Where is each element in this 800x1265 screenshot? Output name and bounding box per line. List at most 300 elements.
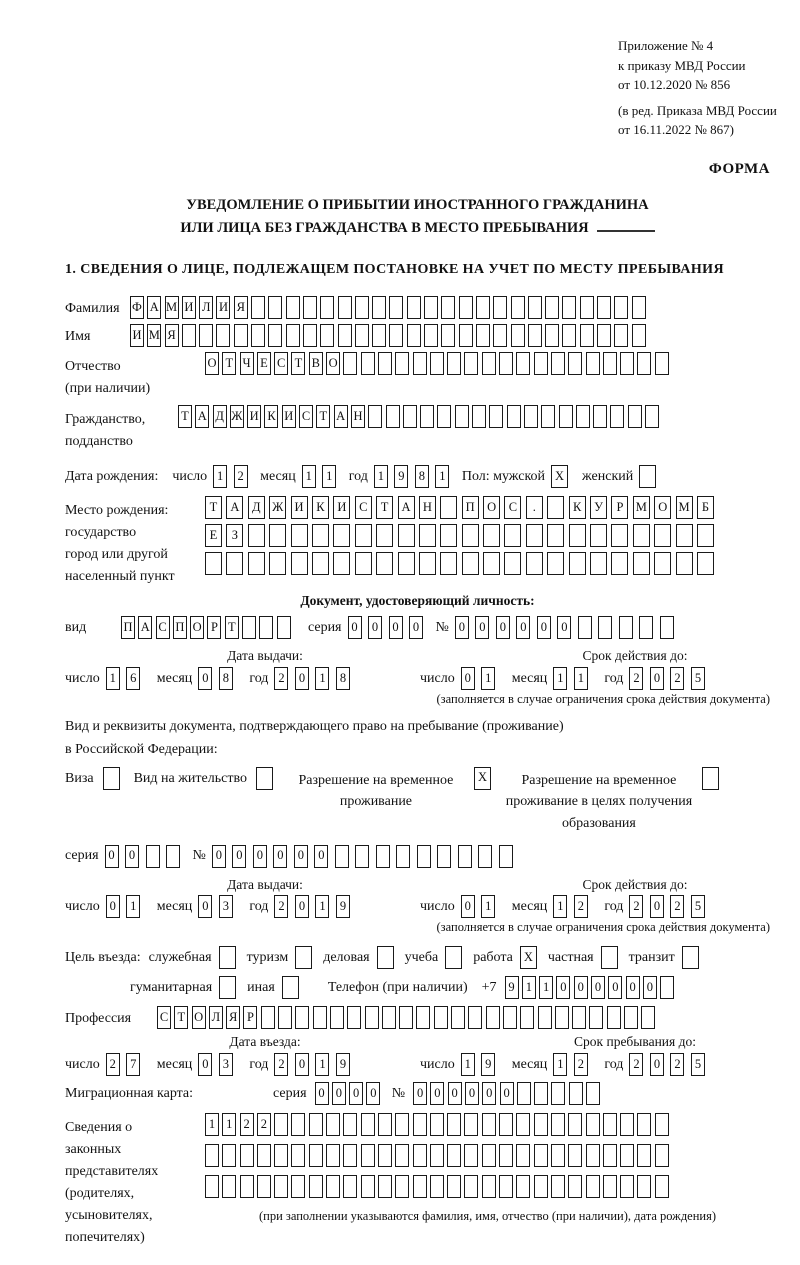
form-cell[interactable]: [655, 352, 669, 375]
form-cell[interactable]: О: [483, 496, 500, 519]
form-cell[interactable]: [355, 524, 372, 547]
form-cell[interactable]: [382, 1006, 396, 1029]
business-checkbox[interactable]: [219, 946, 236, 969]
form-cell[interactable]: У: [590, 496, 607, 519]
form-cell[interactable]: [355, 845, 369, 868]
form-cell[interactable]: [333, 524, 350, 547]
form-cell[interactable]: [368, 405, 382, 428]
form-cell[interactable]: [386, 405, 400, 428]
form-cell[interactable]: С: [504, 496, 521, 519]
form-cell[interactable]: [586, 1113, 600, 1136]
form-cell[interactable]: С: [299, 405, 313, 428]
form-cell[interactable]: [458, 845, 472, 868]
form-cell[interactable]: [586, 352, 600, 375]
form-cell[interactable]: [205, 1144, 219, 1167]
form-cell[interactable]: 2: [574, 895, 588, 918]
work-checkbox[interactable]: X: [520, 946, 537, 969]
form-cell[interactable]: [482, 1175, 496, 1198]
form-cell[interactable]: Ф: [130, 296, 144, 319]
form-cell[interactable]: И: [282, 405, 296, 428]
form-cell[interactable]: [568, 1113, 582, 1136]
form-cell[interactable]: [633, 552, 650, 575]
form-cell[interactable]: Л: [209, 1006, 223, 1029]
form-cell[interactable]: [697, 524, 714, 547]
form-cell[interactable]: [499, 1175, 513, 1198]
form-cell[interactable]: [309, 1175, 323, 1198]
form-cell[interactable]: [355, 296, 369, 319]
form-cell[interactable]: Я: [234, 296, 248, 319]
form-cell[interactable]: А: [398, 496, 415, 519]
form-cell[interactable]: С: [355, 496, 372, 519]
form-cell[interactable]: Т: [376, 496, 393, 519]
form-cell[interactable]: [326, 1175, 340, 1198]
form-cell[interactable]: [569, 524, 586, 547]
form-cell[interactable]: [376, 845, 390, 868]
form-cell[interactable]: [343, 1175, 357, 1198]
form-cell[interactable]: [534, 352, 548, 375]
form-cell[interactable]: 1: [481, 667, 495, 690]
form-cell[interactable]: [295, 1006, 309, 1029]
form-cell[interactable]: [526, 552, 543, 575]
form-cell[interactable]: [417, 845, 431, 868]
commercial-checkbox[interactable]: [377, 946, 394, 969]
form-cell[interactable]: 0: [482, 1082, 496, 1105]
form-cell[interactable]: 0: [315, 1082, 329, 1105]
form-cell[interactable]: 1: [222, 1113, 236, 1136]
form-cell[interactable]: [476, 324, 490, 347]
form-cell[interactable]: [578, 616, 592, 639]
form-cell[interactable]: [568, 352, 582, 375]
form-cell[interactable]: [472, 405, 486, 428]
form-cell[interactable]: [355, 552, 372, 575]
study-checkbox[interactable]: [445, 946, 462, 969]
form-cell[interactable]: [493, 324, 507, 347]
form-cell[interactable]: [628, 405, 642, 428]
form-cell[interactable]: Т: [222, 352, 236, 375]
form-cell[interactable]: [338, 296, 352, 319]
form-cell[interactable]: 0: [409, 616, 423, 639]
form-cell[interactable]: [603, 352, 617, 375]
form-cell[interactable]: 1: [106, 667, 120, 690]
form-cell[interactable]: Ч: [240, 352, 254, 375]
form-cell[interactable]: [593, 405, 607, 428]
form-cell[interactable]: [338, 324, 352, 347]
form-cell[interactable]: 1: [315, 1053, 329, 1076]
form-cell[interactable]: М: [147, 324, 161, 347]
form-cell[interactable]: [568, 1144, 582, 1167]
form-cell[interactable]: [462, 552, 479, 575]
form-cell[interactable]: [240, 1144, 254, 1167]
form-cell[interactable]: [251, 296, 265, 319]
form-cell[interactable]: [555, 1006, 569, 1029]
form-cell[interactable]: [333, 552, 350, 575]
form-cell[interactable]: 0: [557, 616, 571, 639]
form-cell[interactable]: 0: [273, 845, 287, 868]
form-cell[interactable]: [676, 552, 693, 575]
form-cell[interactable]: [482, 1113, 496, 1136]
form-cell[interactable]: [610, 405, 624, 428]
form-cell[interactable]: [551, 1082, 565, 1105]
form-cell[interactable]: А: [147, 296, 161, 319]
form-cell[interactable]: [547, 552, 564, 575]
form-cell[interactable]: 8: [219, 667, 233, 690]
form-cell[interactable]: [320, 296, 334, 319]
form-cell[interactable]: [378, 1113, 392, 1136]
form-cell[interactable]: 2: [274, 1053, 288, 1076]
form-cell[interactable]: [355, 324, 369, 347]
form-cell[interactable]: 5: [691, 667, 705, 690]
form-cell[interactable]: [511, 324, 525, 347]
form-cell[interactable]: [569, 1082, 583, 1105]
form-cell[interactable]: 0: [475, 616, 489, 639]
form-cell[interactable]: 1: [374, 465, 388, 488]
form-cell[interactable]: С: [157, 1006, 171, 1029]
form-cell[interactable]: [476, 296, 490, 319]
temp-residence-edu-checkbox[interactable]: [702, 767, 719, 790]
form-cell[interactable]: А: [138, 616, 152, 639]
form-cell[interactable]: [440, 524, 457, 547]
form-cell[interactable]: [413, 1144, 427, 1167]
form-cell[interactable]: [268, 324, 282, 347]
form-cell[interactable]: 1: [481, 895, 495, 918]
form-cell[interactable]: 0: [368, 616, 382, 639]
form-cell[interactable]: [437, 845, 451, 868]
form-cell[interactable]: [378, 1144, 392, 1167]
form-cell[interactable]: 0: [537, 616, 551, 639]
form-cell[interactable]: [430, 1113, 444, 1136]
form-cell[interactable]: [274, 1144, 288, 1167]
form-cell[interactable]: И: [333, 496, 350, 519]
form-cell[interactable]: 0: [232, 845, 246, 868]
form-cell[interactable]: [586, 1175, 600, 1198]
other-checkbox[interactable]: [282, 976, 299, 999]
form-cell[interactable]: [451, 1006, 465, 1029]
form-cell[interactable]: [303, 324, 317, 347]
form-cell[interactable]: 2: [629, 667, 643, 690]
form-cell[interactable]: [312, 524, 329, 547]
form-cell[interactable]: [493, 296, 507, 319]
form-cell[interactable]: [430, 352, 444, 375]
form-cell[interactable]: П: [462, 496, 479, 519]
form-cell[interactable]: [378, 1175, 392, 1198]
form-cell[interactable]: [499, 1113, 513, 1136]
form-cell[interactable]: [511, 296, 525, 319]
form-cell[interactable]: [489, 405, 503, 428]
form-cell[interactable]: [562, 296, 576, 319]
form-cell[interactable]: [291, 1144, 305, 1167]
form-cell[interactable]: [234, 324, 248, 347]
form-cell[interactable]: [464, 1113, 478, 1136]
form-cell[interactable]: О: [326, 352, 340, 375]
form-cell[interactable]: [248, 552, 265, 575]
form-cell[interactable]: 0: [212, 845, 226, 868]
form-cell[interactable]: [416, 1006, 430, 1029]
form-cell[interactable]: 0: [650, 1053, 664, 1076]
form-cell[interactable]: [545, 324, 559, 347]
form-cell[interactable]: 2: [670, 1053, 684, 1076]
form-cell[interactable]: 0: [295, 895, 309, 918]
form-cell[interactable]: [464, 1144, 478, 1167]
form-cell[interactable]: [361, 352, 375, 375]
form-cell[interactable]: [517, 1082, 531, 1105]
form-cell[interactable]: [182, 324, 196, 347]
form-cell[interactable]: 0: [348, 616, 362, 639]
form-cell[interactable]: [199, 324, 213, 347]
form-cell[interactable]: [291, 524, 308, 547]
form-cell[interactable]: [545, 296, 559, 319]
form-cell[interactable]: [607, 1006, 621, 1029]
form-cell[interactable]: [395, 352, 409, 375]
form-cell[interactable]: [598, 616, 612, 639]
form-cell[interactable]: 7: [126, 1053, 140, 1076]
form-cell[interactable]: [269, 524, 286, 547]
form-cell[interactable]: [257, 1175, 271, 1198]
form-cell[interactable]: [620, 1144, 634, 1167]
form-cell[interactable]: 1: [574, 667, 588, 690]
form-cell[interactable]: [655, 1175, 669, 1198]
form-cell[interactable]: [632, 296, 646, 319]
form-cell[interactable]: [637, 1175, 651, 1198]
form-cell[interactable]: К: [569, 496, 586, 519]
form-cell[interactable]: [524, 405, 538, 428]
form-cell[interactable]: 2: [106, 1053, 120, 1076]
form-cell[interactable]: [226, 552, 243, 575]
form-cell[interactable]: П: [121, 616, 135, 639]
form-cell[interactable]: [395, 1113, 409, 1136]
form-cell[interactable]: 0: [650, 667, 664, 690]
form-cell[interactable]: [372, 324, 386, 347]
form-cell[interactable]: Ж: [269, 496, 286, 519]
form-cell[interactable]: [586, 1144, 600, 1167]
form-cell[interactable]: [516, 1113, 530, 1136]
form-cell[interactable]: [551, 352, 565, 375]
form-cell[interactable]: [603, 1144, 617, 1167]
form-cell[interactable]: [430, 1144, 444, 1167]
form-cell[interactable]: [251, 324, 265, 347]
form-cell[interactable]: [447, 1144, 461, 1167]
form-cell[interactable]: И: [182, 296, 196, 319]
form-cell[interactable]: Б: [697, 496, 714, 519]
form-cell[interactable]: [619, 616, 633, 639]
form-cell[interactable]: [611, 524, 628, 547]
form-cell[interactable]: 0: [430, 1082, 444, 1105]
form-cell[interactable]: [291, 552, 308, 575]
form-cell[interactable]: [343, 352, 357, 375]
form-cell[interactable]: 1: [553, 1053, 567, 1076]
tourism-checkbox[interactable]: [295, 946, 312, 969]
form-cell[interactable]: [420, 405, 434, 428]
form-cell[interactable]: 0: [295, 667, 309, 690]
form-cell[interactable]: [286, 324, 300, 347]
form-cell[interactable]: [538, 1006, 552, 1029]
form-cell[interactable]: 2: [574, 1053, 588, 1076]
form-cell[interactable]: [268, 296, 282, 319]
form-cell[interactable]: О: [192, 1006, 206, 1029]
form-cell[interactable]: В: [309, 352, 323, 375]
form-cell[interactable]: [614, 296, 628, 319]
form-cell[interactable]: [313, 1006, 327, 1029]
form-cell[interactable]: П: [173, 616, 187, 639]
form-cell[interactable]: 0: [626, 976, 640, 999]
form-cell[interactable]: 2: [240, 1113, 254, 1136]
form-cell[interactable]: [396, 845, 410, 868]
form-cell[interactable]: [559, 405, 573, 428]
form-cell[interactable]: Я: [165, 324, 179, 347]
form-cell[interactable]: [589, 1006, 603, 1029]
form-cell[interactable]: [222, 1144, 236, 1167]
form-cell[interactable]: 0: [294, 845, 308, 868]
form-cell[interactable]: .: [526, 496, 543, 519]
form-cell[interactable]: [655, 1144, 669, 1167]
form-cell[interactable]: 1: [322, 465, 336, 488]
form-cell[interactable]: 1: [461, 1053, 475, 1076]
form-cell[interactable]: 1: [435, 465, 449, 488]
form-cell[interactable]: Д: [213, 405, 227, 428]
sex-female-checkbox[interactable]: [639, 465, 656, 488]
form-cell[interactable]: 0: [295, 1053, 309, 1076]
form-cell[interactable]: [361, 1113, 375, 1136]
sex-male-checkbox[interactable]: X: [551, 465, 568, 488]
form-cell[interactable]: 1: [302, 465, 316, 488]
form-cell[interactable]: 1: [213, 465, 227, 488]
form-cell[interactable]: [259, 616, 273, 639]
form-cell[interactable]: [520, 1006, 534, 1029]
form-cell[interactable]: [572, 1006, 586, 1029]
form-cell[interactable]: Н: [419, 496, 436, 519]
form-cell[interactable]: [614, 324, 628, 347]
form-cell[interactable]: [447, 352, 461, 375]
form-cell[interactable]: [620, 1175, 634, 1198]
form-cell[interactable]: [395, 1144, 409, 1167]
form-cell[interactable]: 0: [106, 895, 120, 918]
form-cell[interactable]: 3: [219, 1053, 233, 1076]
form-cell[interactable]: [639, 616, 653, 639]
form-cell[interactable]: М: [633, 496, 650, 519]
form-cell[interactable]: И: [216, 296, 230, 319]
form-cell[interactable]: [419, 552, 436, 575]
form-cell[interactable]: 2: [257, 1113, 271, 1136]
form-cell[interactable]: Т: [291, 352, 305, 375]
form-cell[interactable]: [541, 405, 555, 428]
form-cell[interactable]: [603, 1113, 617, 1136]
form-cell[interactable]: [376, 524, 393, 547]
form-cell[interactable]: [611, 552, 628, 575]
form-cell[interactable]: [676, 524, 693, 547]
form-cell[interactable]: [326, 1113, 340, 1136]
form-cell[interactable]: [547, 524, 564, 547]
form-cell[interactable]: Т: [316, 405, 330, 428]
form-cell[interactable]: 2: [274, 667, 288, 690]
form-cell[interactable]: С: [156, 616, 170, 639]
form-cell[interactable]: А: [226, 496, 243, 519]
form-cell[interactable]: [660, 616, 674, 639]
form-cell[interactable]: О: [205, 352, 219, 375]
form-cell[interactable]: 0: [349, 1082, 363, 1105]
form-cell[interactable]: [478, 845, 492, 868]
form-cell[interactable]: [330, 1006, 344, 1029]
form-cell[interactable]: [547, 496, 564, 519]
form-cell[interactable]: 0: [465, 1082, 479, 1105]
form-cell[interactable]: [462, 524, 479, 547]
form-cell[interactable]: [398, 524, 415, 547]
form-cell[interactable]: Р: [243, 1006, 257, 1029]
form-cell[interactable]: Д: [248, 496, 265, 519]
form-cell[interactable]: 0: [198, 1053, 212, 1076]
form-cell[interactable]: [343, 1113, 357, 1136]
form-cell[interactable]: [632, 324, 646, 347]
form-cell[interactable]: [464, 352, 478, 375]
form-cell[interactable]: 1: [315, 667, 329, 690]
form-cell[interactable]: [389, 296, 403, 319]
form-cell[interactable]: [335, 845, 349, 868]
form-cell[interactable]: [568, 1175, 582, 1198]
form-cell[interactable]: [395, 1175, 409, 1198]
form-cell[interactable]: [376, 552, 393, 575]
form-cell[interactable]: [534, 1175, 548, 1198]
form-cell[interactable]: 8: [415, 465, 429, 488]
form-cell[interactable]: [361, 1175, 375, 1198]
form-cell[interactable]: 0: [253, 845, 267, 868]
form-cell[interactable]: М: [165, 296, 179, 319]
form-cell[interactable]: З: [226, 524, 243, 547]
form-cell[interactable]: [389, 324, 403, 347]
form-cell[interactable]: [660, 976, 674, 999]
form-cell[interactable]: [486, 1006, 500, 1029]
form-cell[interactable]: [624, 1006, 638, 1029]
form-cell[interactable]: [633, 524, 650, 547]
form-cell[interactable]: Е: [257, 352, 271, 375]
form-cell[interactable]: [424, 324, 438, 347]
form-cell[interactable]: 5: [691, 895, 705, 918]
form-cell[interactable]: [641, 1006, 655, 1029]
form-cell[interactable]: [222, 1175, 236, 1198]
form-cell[interactable]: 0: [413, 1082, 427, 1105]
form-cell[interactable]: [278, 1006, 292, 1029]
form-cell[interactable]: Т: [205, 496, 222, 519]
form-cell[interactable]: И: [247, 405, 261, 428]
form-cell[interactable]: [499, 845, 513, 868]
temp-residence-checkbox[interactable]: X: [474, 767, 491, 790]
form-cell[interactable]: 0: [650, 895, 664, 918]
form-cell[interactable]: [504, 552, 521, 575]
form-cell[interactable]: [620, 1113, 634, 1136]
form-cell[interactable]: [205, 1175, 219, 1198]
form-cell[interactable]: [437, 405, 451, 428]
form-cell[interactable]: [166, 845, 180, 868]
form-cell[interactable]: Т: [178, 405, 192, 428]
form-cell[interactable]: [637, 1113, 651, 1136]
form-cell[interactable]: А: [195, 405, 209, 428]
form-cell[interactable]: [503, 1006, 517, 1029]
form-cell[interactable]: [499, 1144, 513, 1167]
form-cell[interactable]: [343, 1144, 357, 1167]
form-cell[interactable]: [580, 296, 594, 319]
form-cell[interactable]: 0: [516, 616, 530, 639]
form-cell[interactable]: [312, 552, 329, 575]
form-cell[interactable]: [407, 296, 421, 319]
form-cell[interactable]: [499, 352, 513, 375]
form-cell[interactable]: [455, 405, 469, 428]
form-cell[interactable]: 0: [461, 667, 475, 690]
form-cell[interactable]: К: [264, 405, 278, 428]
form-cell[interactable]: [403, 405, 417, 428]
form-cell[interactable]: 2: [274, 895, 288, 918]
form-cell[interactable]: [645, 405, 659, 428]
form-cell[interactable]: [482, 352, 496, 375]
form-cell[interactable]: Я: [226, 1006, 240, 1029]
form-cell[interactable]: А: [334, 405, 348, 428]
form-cell[interactable]: 0: [496, 616, 510, 639]
